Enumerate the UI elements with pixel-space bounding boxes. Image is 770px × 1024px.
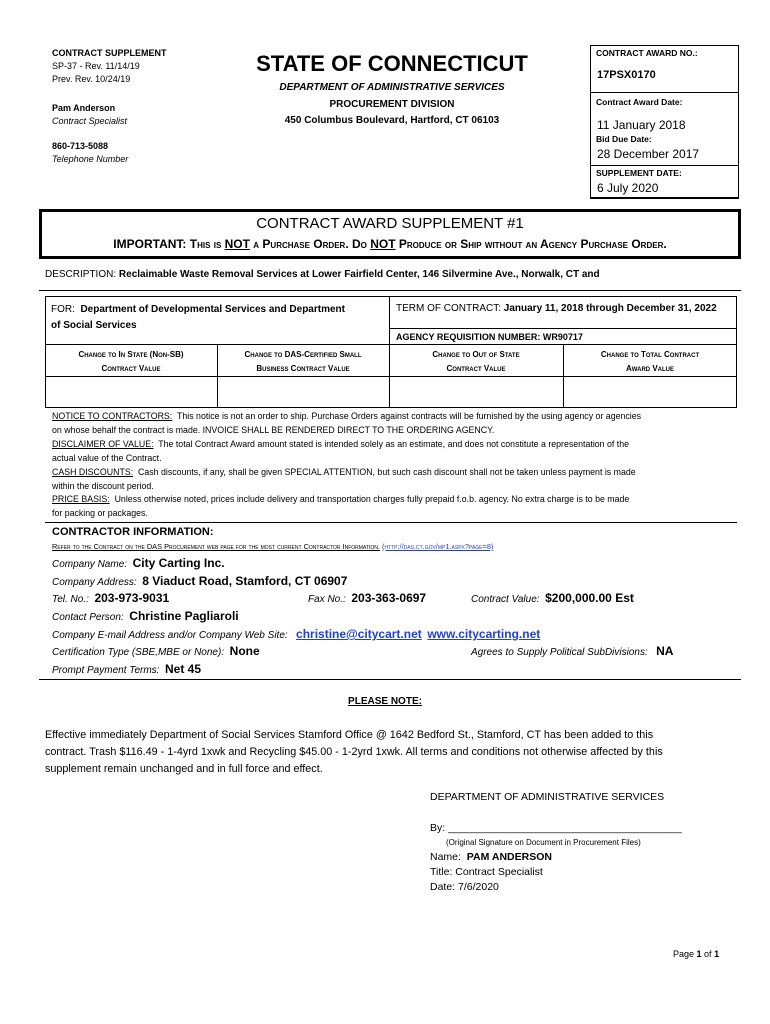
form-title: CONTRACT SUPPLEMENT	[52, 48, 167, 58]
notice-disclaimer-text1: The total Contract Award amount stated is intended solely as an estimate, and does not constitute a representation of the	[158, 438, 630, 449]
change-col-instate	[45, 348, 217, 376]
for-value-line2: of Social Services	[51, 320, 137, 331]
award-date-label: Contract Award Date:	[596, 97, 683, 107]
award-date-value: 11 January 2018	[597, 118, 686, 132]
notices-block	[52, 410, 742, 521]
email-web-row	[52, 627, 540, 641]
das-procurement-link[interactable]: (http://das.ct.gov/mp1.aspx?page=8)	[381, 542, 494, 551]
important-suffix: Produce or Ship without an Agency Purchase Order.	[395, 237, 667, 251]
description-value: Reclaimable Waste Removal Services at Lower Fairfield Center, 146 Silvermine Ave., Norwalk, CT and	[118, 269, 600, 280]
certification-label: Certification Type (SBE,MBE or None):	[52, 647, 225, 658]
page-number	[673, 949, 719, 959]
signature-by-line: By: ________________________________________	[430, 822, 682, 834]
change-col-das-line2: Business Contract Value	[256, 364, 350, 373]
please-note-heading: PLEASE NOTE:	[348, 696, 422, 707]
payment-terms-value: Net 45	[165, 662, 202, 676]
contractor-heading: CONTRACTOR INFORMATION:	[52, 526, 214, 538]
notice-disclaimer-text2: actual value of the Contract.	[52, 452, 162, 463]
tel-row	[52, 591, 169, 605]
description-row	[45, 268, 600, 281]
company-address-value: 8 Viaduct Road, Stamford, CT 06907	[142, 574, 348, 588]
bid-due-label: Bid Due Date:	[596, 134, 652, 144]
change-col-out-of-state	[389, 348, 563, 376]
notice-contractors-label: NOTICE TO CONTRACTORS:	[52, 411, 173, 421]
change-col-das-small-business	[217, 348, 389, 376]
page-total: 1	[714, 949, 720, 959]
notice-disclaimer	[52, 438, 742, 452]
change-col-total-line2: Award Value	[626, 364, 674, 373]
change-col-total-line1: Change to Total Contract	[600, 350, 700, 359]
state-title: STATE OF CONNECTICUT	[256, 51, 528, 76]
company-address-label: Company Address:	[52, 577, 137, 588]
fax-value: 203-363-0697	[351, 591, 427, 605]
notice-price-label: PRICE BASIS:	[52, 494, 110, 505]
signature-name-value: PAM ANDERSON	[466, 851, 552, 863]
important-notice	[39, 237, 741, 252]
payment-terms-row	[52, 662, 201, 676]
supplement-date-label: SUPPLEMENT DATE:	[596, 168, 682, 178]
company-name-row	[52, 556, 225, 570]
change-col-total-award	[563, 348, 737, 376]
for-label: FOR:	[51, 304, 75, 315]
notice-cash-text2: within the discount period.	[52, 480, 154, 491]
supplement-title: CONTRACT AWARD SUPPLEMENT #1	[256, 215, 524, 232]
not-emphasis-1: NOT	[224, 237, 250, 251]
political-subdivisions-label: Agrees to Supply Political SubDivisions:	[471, 647, 648, 658]
contact-name: Pam Anderson	[52, 103, 116, 113]
term-field	[396, 302, 717, 315]
page-of: of	[701, 949, 715, 959]
company-address-row	[52, 574, 347, 588]
fax-row	[308, 591, 426, 605]
signature-original-note: (Original Signature on Document in Procurement Files)	[446, 838, 641, 847]
award-no-value: 17PSX0170	[597, 69, 656, 81]
please-note-line3: supplement remain unchanged and in full force and effect.	[45, 763, 323, 775]
certification-value: None	[229, 644, 260, 658]
tel-value: 203-973-9031	[94, 591, 170, 605]
term-label: TERM OF CONTRACT:	[396, 303, 501, 314]
political-subdivisions-row	[471, 644, 673, 658]
contact-role: Contract Specialist	[52, 116, 128, 126]
previous-revision: Prev. Rev. 10/24/19	[52, 74, 131, 84]
form-revision: SP-37 - Rev. 11/14/19	[52, 61, 140, 71]
contractor-refer-text: Refer to the Contract on the DAS Procurement web page for the most current Contractor Information.	[52, 542, 380, 551]
tel-label: Tel. No.:	[52, 594, 89, 605]
change-col-outstate-line1: Change to Out of State	[432, 350, 520, 359]
company-website-link[interactable]: www.citycarting.net	[427, 627, 541, 641]
signature-date: Date: 7/6/2020	[430, 881, 499, 893]
contact-person-row	[52, 609, 239, 623]
change-col-instate-line1: Change to In State (Non-SB)	[78, 350, 184, 359]
signature-name-row	[430, 851, 552, 863]
please-note-line1: Effective immediately Department of Social Services Stamford Office @ 1642 Bedford St., Stamford, CT has been added to this	[45, 729, 654, 741]
description-label: DESCRIPTION:	[45, 269, 117, 280]
fax-label: Fax No.:	[308, 594, 346, 605]
page-current: 1	[696, 949, 702, 959]
notice-contractors	[52, 410, 742, 424]
notice-price-text1: Unless otherwise noted, prices include delivery and transportation charges fully prepaid f.o.b. agency. No extra charge is to be made	[114, 494, 630, 505]
company-email-link[interactable]: christine@citycart.net	[296, 627, 422, 641]
for-value-line1: Department of Developmental Services and Department	[80, 304, 345, 315]
political-subdivisions-value: NA	[656, 644, 674, 658]
supplement-date-value: 6 July 2020	[597, 181, 659, 195]
change-col-das-line1: Change to DAS-Certified Small	[244, 350, 362, 359]
signature-name-label: Name:	[430, 851, 461, 863]
company-name-value: City Carting Inc.	[132, 556, 225, 570]
contact-person-label: Contact Person:	[52, 612, 124, 623]
for-field	[51, 302, 383, 334]
contractor-refer	[52, 542, 493, 551]
email-web-label: Company E-mail Address and/or Company Web Site:	[52, 630, 288, 641]
department-address: 450 Columbus Boulevard, Hartford, CT 06103	[284, 115, 500, 126]
payment-terms-label: Prompt Payment Terms:	[52, 665, 160, 676]
signature-department: DEPARTMENT OF ADMINISTRATIVE SERVICES	[430, 791, 665, 803]
signature-title: Title: Contract Specialist	[430, 866, 543, 878]
award-no-label: CONTRACT AWARD NO.:	[596, 48, 698, 58]
contract-value-label: Contract Value:	[471, 594, 540, 605]
notice-cash-label: CASH DISCOUNTS:	[52, 466, 134, 477]
term-value: January 11, 2018 through December 31, 2022	[503, 303, 717, 314]
department-name: DEPARTMENT OF ADMINISTRATIVE SERVICES	[279, 82, 505, 93]
bid-due-value: 28 December 2017	[597, 147, 700, 161]
contact-person-value: Christine Pagliaroli	[129, 609, 239, 623]
notice-price	[52, 493, 742, 507]
notice-disclaimer-label: DISCLAIMER OF VALUE:	[52, 438, 154, 449]
company-name-label: Company Name:	[52, 559, 128, 570]
important-middle: a Purchase Order. Do	[249, 237, 371, 251]
contract-value: $200,000.00 Est	[545, 591, 634, 605]
contact-phone: 860-713-5088	[52, 141, 109, 151]
notice-contractors-text2: on whose behalf the contract is made. INVOICE SHALL BE RENDERED DIRECT TO THE ORDERING AGENCY.	[52, 424, 495, 435]
contract-value-row	[471, 591, 634, 605]
please-note-line2: contract. Trash $116.49 - 1-4yrd 1xwk and Recycling $45.00 - 1-2yrd 1xwk. All terms and conditions not otherwise affected by this	[45, 746, 663, 758]
important-prefix: IMPORTANT: This is	[113, 237, 225, 251]
not-emphasis-2: NOT	[370, 237, 396, 251]
please-note-body	[45, 727, 745, 778]
notice-contractors-text1: This notice is not an order to ship. Purchase Orders against contracts will be furnished by the using agency or agencies	[176, 411, 642, 421]
change-col-instate-line2: Contract Value	[101, 364, 161, 373]
certification-row	[52, 644, 260, 658]
notice-cash	[52, 466, 742, 480]
page-prefix: Page	[673, 949, 697, 959]
requisition-number: AGENCY REQUISITION NUMBER: WR90717	[396, 332, 583, 342]
change-col-outstate-line2: Contract Value	[446, 364, 506, 373]
division-name: PROCUREMENT DIVISION	[329, 99, 455, 110]
phone-label: Telephone Number	[52, 154, 129, 164]
notice-cash-text1: Cash discounts, if any, shall be given SPECIAL ATTENTION, but such cash discount shall not be taken unless payment is made	[138, 466, 636, 477]
notice-price-text2: for packing or packages.	[52, 508, 148, 519]
